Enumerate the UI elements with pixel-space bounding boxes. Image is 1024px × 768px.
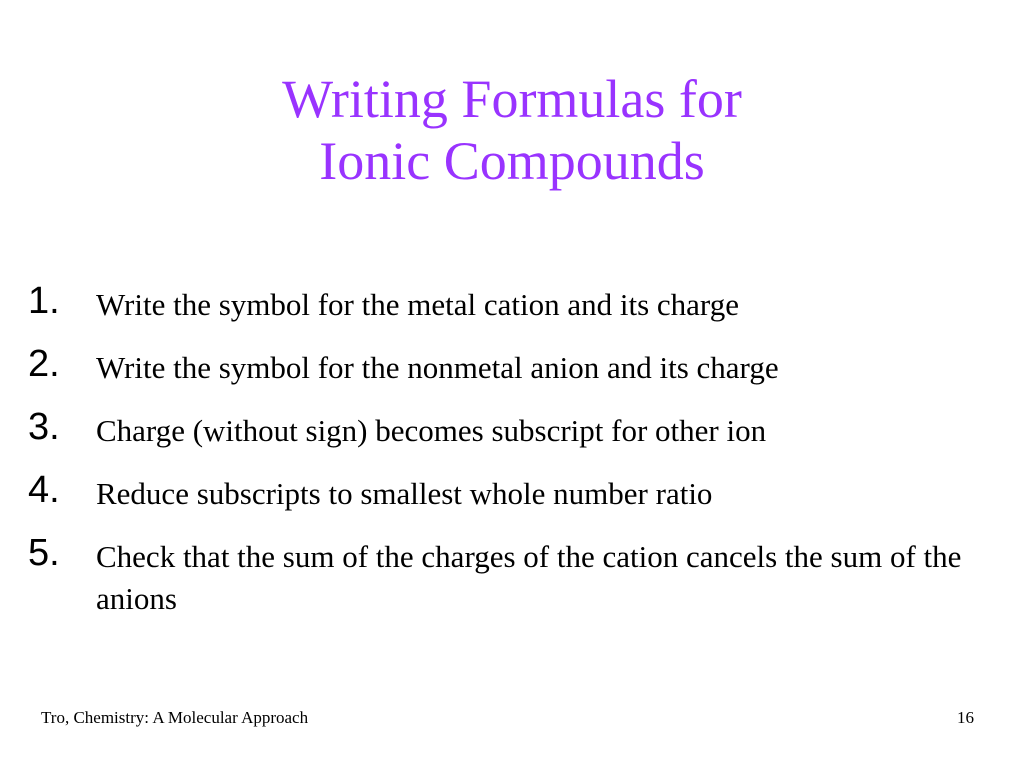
step-number: 2. (28, 343, 60, 385)
step-number: 5. (28, 532, 60, 574)
step-item (28, 406, 988, 452)
slide-title-line-2: Ionic Compounds (319, 131, 705, 191)
step-item (28, 280, 988, 326)
step-text: Write the symbol for the metal cation and its charge (96, 287, 739, 322)
page-number: 16 (957, 708, 974, 727)
step-text: Charge (without sign) becomes subscript for other ion (96, 413, 767, 448)
step-number: 1. (28, 280, 60, 322)
step-text: Check that the sum of the charges of the cation cancels the sum of the anions (96, 539, 962, 616)
slide-title (0, 68, 1024, 192)
footer-source: Tro, Chemistry: A Molecular Approach (41, 708, 309, 727)
step-text: Write the symbol for the nonmetal anion and its charge (96, 350, 779, 385)
steps-list (28, 280, 988, 637)
step-item (28, 469, 988, 515)
step-text: Reduce subscripts to smallest whole number ratio (96, 476, 713, 511)
step-number: 3. (28, 406, 60, 448)
slide-title-line-1: Writing Formulas for (282, 69, 742, 129)
step-item (28, 532, 988, 620)
step-item (28, 343, 988, 389)
step-number: 4. (28, 469, 60, 511)
